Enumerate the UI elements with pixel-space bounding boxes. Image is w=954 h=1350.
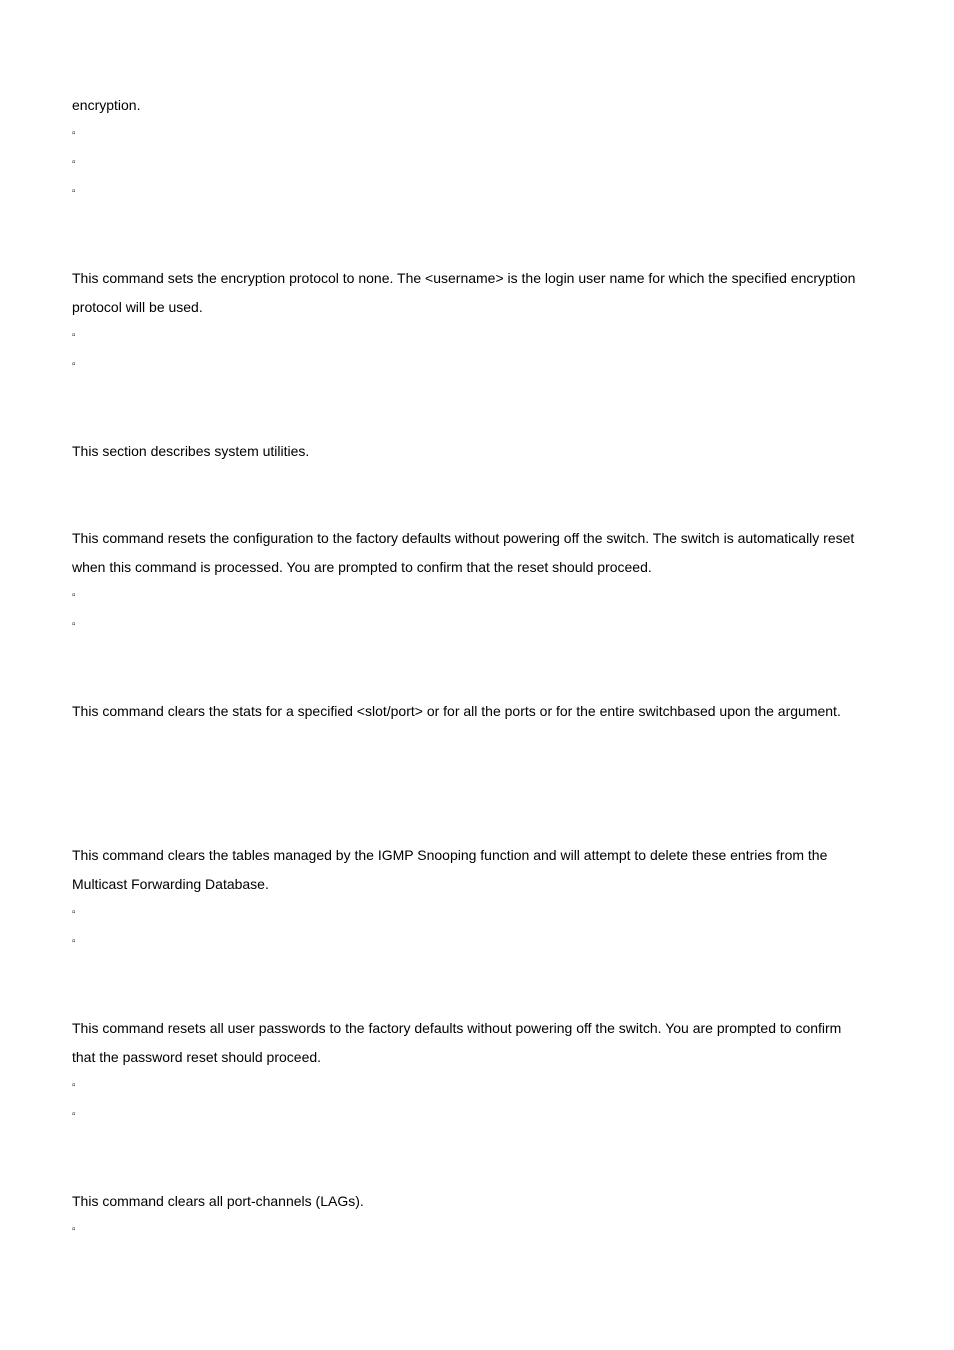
paragraph-clear-pass-line1: This command resets all user passwords to the factory defaults without powering off the switch. You are prompted to confirm (72, 1020, 842, 1036)
bullet-marker: ▫ (72, 590, 76, 601)
bullet-marker: ▫ (72, 1109, 76, 1120)
paragraph-encryption-tail: encryption. (72, 97, 141, 113)
paragraph-system-utilities: This section describes system utilities. (72, 443, 310, 459)
paragraph-clear-portchannel: This command clears all port-channels (LAGs). (72, 1193, 364, 1209)
bullet-marker: ▫ (72, 157, 76, 168)
paragraph-clear-igmp-line1: This command clears the tables managed by the IGMP Snooping function and will attempt to delete these entries from the (72, 847, 828, 863)
paragraph-encryption-none-line1: This command sets the encryption protocol to none. The <username> is the login user name for which the specified encryption (72, 270, 856, 286)
paragraph-clear-igmp-line2: Multicast Forwarding Database. (72, 876, 269, 892)
bullet-marker: ▫ (72, 1224, 76, 1235)
bullet-marker: ▫ (72, 359, 76, 370)
bullet-marker: ▫ (72, 128, 76, 139)
paragraph-clear-config-line2: when this command is processed. You are prompted to confirm that the reset should proceed. (72, 559, 652, 575)
paragraph-encryption-none-line2: protocol will be used. (72, 299, 203, 315)
bullet-marker: ▫ (72, 907, 76, 918)
paragraph-clear-config-line1: This command resets the configuration to the factory defaults without powering off the switch. The switch is automatically reset (72, 530, 855, 546)
paragraph-clear-counters: This command clears the stats for a specified <slot/port> or for all the ports or for the entire switchbased upon the argument. (72, 703, 841, 719)
bullet-marker: ▫ (72, 330, 76, 341)
bullet-marker: ▫ (72, 1080, 76, 1091)
bullet-marker: ▫ (72, 936, 76, 947)
bullet-marker: ▫ (72, 186, 76, 197)
bullet-marker: ▫ (72, 619, 76, 630)
paragraph-clear-pass-line2: that the password reset should proceed. (72, 1049, 322, 1065)
